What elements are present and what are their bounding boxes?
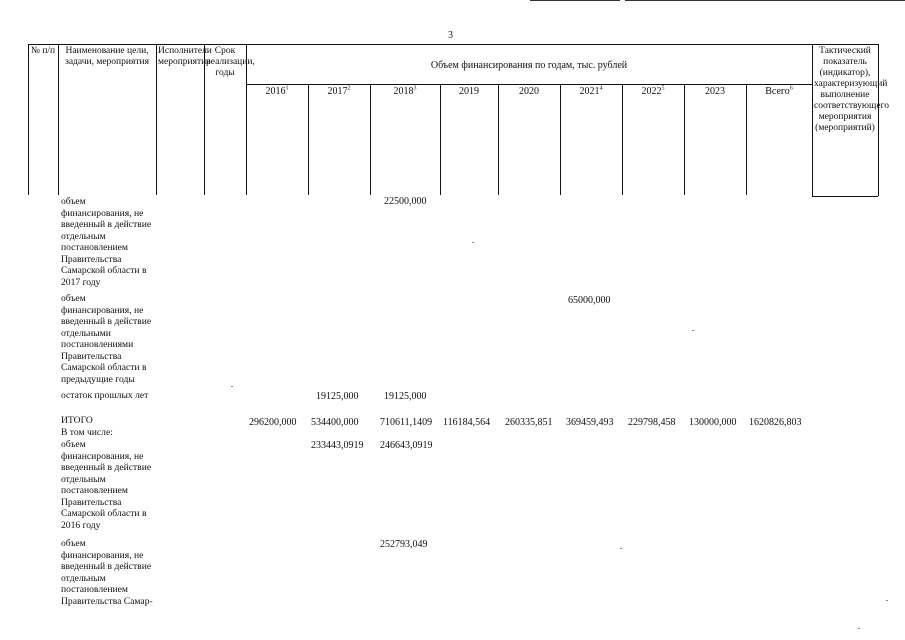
col-line bbox=[746, 84, 747, 195]
col-line bbox=[370, 84, 371, 195]
year-row-border bbox=[246, 84, 812, 85]
col-header-funding: Объем финансирования по годам, тыс. рублей bbox=[430, 60, 628, 71]
col-line bbox=[498, 84, 499, 195]
col-header-indicator: Тактический показатель (индикатор), характеризующий выполнение соответствующего мероприятия (мероприятий) bbox=[814, 46, 889, 133]
row-label: объем финансирования, не введенный в действие отдельным постановлением Правительства Самарской области в 2017 году bbox=[61, 196, 152, 288]
col-line bbox=[58, 44, 59, 195]
cell-total: 1620826,803 bbox=[749, 417, 802, 428]
cell-2018: 252793,049 bbox=[380, 539, 428, 550]
col-header-name: Наименование цели, задачи, мероприятия bbox=[65, 46, 149, 67]
year-header-2017: 2017$^2$ bbox=[327, 85, 351, 97]
cell-2020: 260335,851 bbox=[505, 417, 553, 428]
cell-2023: 130000,000 bbox=[689, 417, 737, 428]
cell-2019: 116184,564 bbox=[443, 417, 491, 428]
col-header-number: № п/п bbox=[30, 46, 56, 56]
page-number: 3 bbox=[448, 30, 453, 41]
cell-2018: 710611,1409 bbox=[380, 417, 433, 428]
year-header-2023: 2023 bbox=[705, 86, 725, 97]
cell-2017: 233443,0919 bbox=[311, 440, 364, 451]
col-header-executors: Исполнители мероприятия bbox=[158, 46, 212, 67]
cell-2016: 296200,000 bbox=[249, 417, 297, 428]
col-line bbox=[308, 84, 309, 195]
scan-speck bbox=[620, 548, 622, 549]
top-edge-line bbox=[530, 0, 620, 1]
row-label: объем финансирования, не введенный в действие отдельными постановлениями Правительства Самарской области в предыдущие годы bbox=[61, 293, 152, 385]
row-label: объем финансирования, не введенный в действие отдельным постановлением Правительства Самар- bbox=[61, 538, 153, 607]
year-header-total: Всего$^6$ bbox=[765, 85, 793, 97]
col-line bbox=[156, 44, 157, 195]
col-line bbox=[878, 44, 879, 196]
year-header-2021: 2021$^4$ bbox=[579, 85, 603, 97]
cell-2018: 19125,000 bbox=[384, 391, 427, 402]
row-label: В том числе: bbox=[61, 427, 113, 438]
cell-2017: 19125,000 bbox=[316, 391, 359, 402]
cell-2018: 246643,0919 bbox=[380, 440, 433, 451]
col-line bbox=[560, 84, 561, 195]
year-header-2022: 2022$^5$ bbox=[641, 85, 665, 97]
year-header-2018: 2018$^3$ bbox=[393, 85, 417, 97]
scan-speck bbox=[231, 386, 233, 387]
col-line bbox=[622, 84, 623, 195]
row-label-total: ИТОГО bbox=[61, 415, 93, 426]
cell-2021: 369459,493 bbox=[566, 417, 614, 428]
col-line bbox=[28, 44, 29, 195]
scan-speck bbox=[858, 628, 860, 629]
cell-2022: 229798,458 bbox=[628, 417, 676, 428]
scan-speck bbox=[886, 600, 888, 601]
row-label: объем финансирования, не введенный в действие отдельным постановлением Правительства Самарской области в 2016 году bbox=[61, 439, 152, 531]
year-header-2019: 2019 bbox=[459, 86, 479, 97]
cell-2018: 22500,000 bbox=[384, 196, 427, 207]
year-header-2016: 2016$^1$ bbox=[265, 85, 289, 97]
cell-2021: 65000,000 bbox=[568, 295, 611, 306]
top-edge-line bbox=[625, 0, 905, 1]
row-label: остаток прошлых лет bbox=[61, 390, 149, 401]
year-header-2020: 2020 bbox=[519, 86, 539, 97]
col-line bbox=[684, 84, 685, 195]
indicator-bottom-border bbox=[812, 196, 878, 197]
col-line bbox=[440, 84, 441, 195]
col-header-term: Срок реализации, годы bbox=[206, 46, 255, 78]
col-line bbox=[812, 44, 813, 196]
cell-2017: 534400,000 bbox=[311, 417, 359, 428]
scan-speck bbox=[692, 330, 694, 331]
scan-speck bbox=[472, 242, 474, 243]
